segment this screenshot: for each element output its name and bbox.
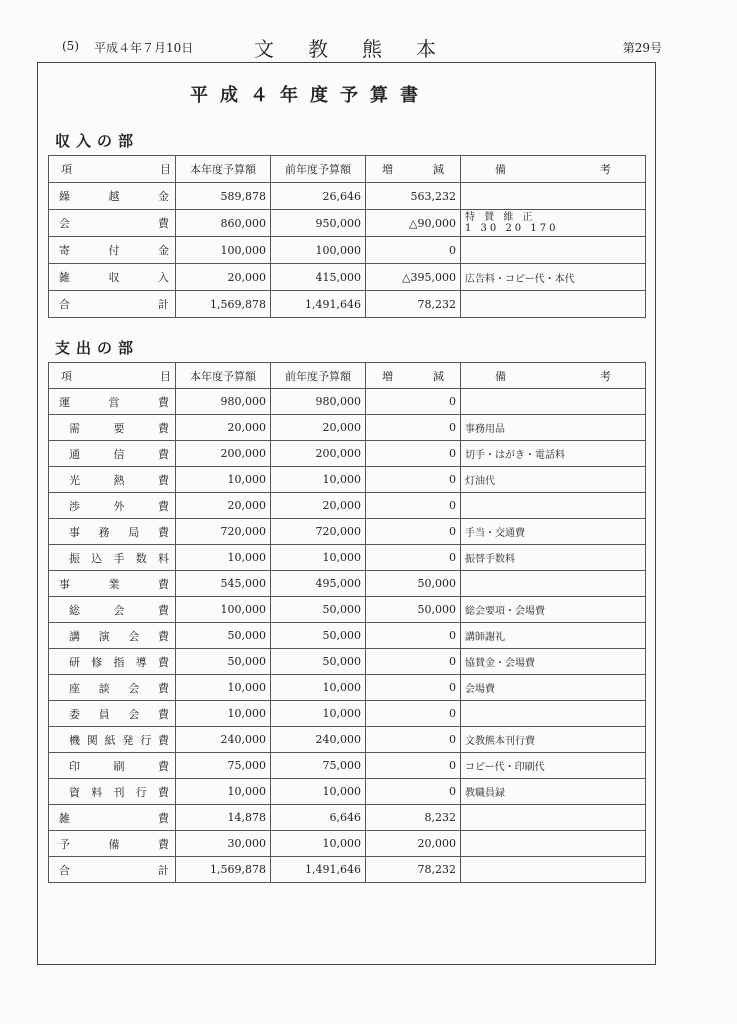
row-item: 光熱費 [49, 467, 176, 493]
row-diff: 563,232 [366, 183, 461, 210]
row-diff: 0 [366, 441, 461, 467]
row-diff: 0 [366, 519, 461, 545]
row-note [461, 701, 646, 727]
table-row [49, 183, 646, 210]
row-item: 委員会費 [49, 701, 176, 727]
row-previous: 26,646 [271, 183, 366, 210]
table-row [49, 415, 646, 441]
row-note-line1: 特 賛 維 正 [465, 212, 536, 223]
row-note [461, 210, 646, 237]
col-diff: 増 減 [366, 363, 461, 389]
row-note [461, 857, 646, 883]
table-row [49, 857, 646, 883]
col-item: 項 目 [49, 363, 176, 389]
row-diff: 0 [366, 649, 461, 675]
table-row [49, 701, 646, 727]
row-previous: 50,000 [271, 623, 366, 649]
row-note: 振替手数料 [461, 545, 646, 571]
row-note: 灯油代 [461, 467, 646, 493]
col-previous: 前年度予算額 [271, 363, 366, 389]
table-row [49, 389, 646, 415]
table-row [49, 623, 646, 649]
row-current: 10,000 [176, 675, 271, 701]
row-diff: 78,232 [366, 857, 461, 883]
row-previous: 10,000 [271, 675, 366, 701]
row-diff: 0 [366, 415, 461, 441]
row-previous: 10,000 [271, 545, 366, 571]
row-note [461, 389, 646, 415]
table-row [49, 210, 646, 237]
row-diff: 20,000 [366, 831, 461, 857]
row-diff: 78,232 [366, 291, 461, 318]
table-row [49, 493, 646, 519]
col-note: 備 考 [461, 363, 646, 389]
row-item: 事務局費 [49, 519, 176, 545]
row-item: 予備費 [49, 831, 176, 857]
table-row [49, 805, 646, 831]
row-note [461, 183, 646, 210]
row-item: 座談会費 [49, 675, 176, 701]
row-previous: 980,000 [271, 389, 366, 415]
col-note: 備 考 [461, 156, 646, 183]
row-item: 雑費 [49, 805, 176, 831]
row-item: 通信費 [49, 441, 176, 467]
table-row [49, 519, 646, 545]
col-diff: 増 減 [366, 156, 461, 183]
issue-no: 第29号 [622, 41, 662, 55]
row-current: 20,000 [176, 264, 271, 291]
row-note [461, 571, 646, 597]
income-section-title: 収入の部 [55, 132, 140, 150]
row-diff: 50,000 [366, 571, 461, 597]
row-current: 20,000 [176, 415, 271, 441]
row-note: 文教熊本刊行費 [461, 727, 646, 753]
row-note [461, 237, 646, 264]
table-row [49, 675, 646, 701]
page-header [62, 33, 662, 59]
row-note: 広告料・コピー代・本代 [461, 264, 646, 291]
row-current: 50,000 [176, 649, 271, 675]
row-item: 資料刊行費 [49, 779, 176, 805]
row-current: 720,000 [176, 519, 271, 545]
row-diff: 0 [366, 779, 461, 805]
row-diff: 0 [366, 467, 461, 493]
row-diff: 0 [366, 545, 461, 571]
row-previous: 1,491,646 [271, 291, 366, 318]
newsletter-title: 文教熊本 [254, 37, 470, 61]
row-diff: 0 [366, 389, 461, 415]
row-current: 10,000 [176, 545, 271, 571]
row-previous: 6,646 [271, 805, 366, 831]
row-previous: 20,000 [271, 415, 366, 441]
row-current: 14,878 [176, 805, 271, 831]
row-previous: 50,000 [271, 597, 366, 623]
row-note-line2: 1 30 20 170 [465, 223, 559, 234]
row-current: 100,000 [176, 597, 271, 623]
row-note: 会場費 [461, 675, 646, 701]
row-note [461, 805, 646, 831]
row-previous: 720,000 [271, 519, 366, 545]
col-item: 項 目 [49, 156, 176, 183]
row-item: 需要費 [49, 415, 176, 441]
income-table [48, 155, 646, 318]
row-diff: 0 [366, 701, 461, 727]
row-item: 事業費 [49, 571, 176, 597]
row-current: 30,000 [176, 831, 271, 857]
row-current: 200,000 [176, 441, 271, 467]
row-previous: 10,000 [271, 701, 366, 727]
row-note [461, 831, 646, 857]
row-current: 100,000 [176, 237, 271, 264]
col-current: 本年度予算額 [176, 363, 271, 389]
row-item: 機関紙発行費 [49, 727, 176, 753]
table-row [49, 727, 646, 753]
row-note: 総会要項・会場費 [461, 597, 646, 623]
row-previous: 20,000 [271, 493, 366, 519]
row-item: 渉外費 [49, 493, 176, 519]
row-item: 研修指導費 [49, 649, 176, 675]
row-current: 1,569,878 [176, 857, 271, 883]
row-diff: 0 [366, 675, 461, 701]
row-diff: 50,000 [366, 597, 461, 623]
row-note: 切手・はがき・電話料 [461, 441, 646, 467]
table-row [49, 264, 646, 291]
table-row [49, 237, 646, 264]
row-previous: 1,491,646 [271, 857, 366, 883]
row-diff: 0 [366, 493, 461, 519]
expense-table [48, 362, 646, 883]
row-note: 協賛金・会場費 [461, 649, 646, 675]
row-diff: 0 [366, 623, 461, 649]
table-row [49, 753, 646, 779]
issue-date: 平成４年７月10日 [94, 41, 194, 55]
row-current: 860,000 [176, 210, 271, 237]
row-previous: 10,000 [271, 831, 366, 857]
row-item: 合計 [49, 857, 176, 883]
table-row [49, 649, 646, 675]
row-diff: 0 [366, 753, 461, 779]
row-diff: 8,232 [366, 805, 461, 831]
row-item: 寄付金 [49, 237, 176, 264]
row-diff: 0 [366, 727, 461, 753]
document-title: 平成４年度予算書 [190, 85, 430, 106]
table-row [49, 831, 646, 857]
row-current: 10,000 [176, 779, 271, 805]
row-previous: 950,000 [271, 210, 366, 237]
table-row [49, 597, 646, 623]
row-current: 10,000 [176, 701, 271, 727]
row-previous: 50,000 [271, 649, 366, 675]
row-item: 繰越金 [49, 183, 176, 210]
table-row [49, 441, 646, 467]
row-note [461, 493, 646, 519]
row-item: 振込手数料 [49, 545, 176, 571]
row-current: 75,000 [176, 753, 271, 779]
row-item: 講演会費 [49, 623, 176, 649]
row-note: 事務用品 [461, 415, 646, 441]
row-current: 10,000 [176, 467, 271, 493]
row-note: 手当・交通費 [461, 519, 646, 545]
row-previous: 10,000 [271, 467, 366, 493]
row-note: 講師謝礼 [461, 623, 646, 649]
row-item: 合計 [49, 291, 176, 318]
table-header-row [49, 156, 646, 183]
col-previous: 前年度予算額 [271, 156, 366, 183]
row-current: 50,000 [176, 623, 271, 649]
row-previous: 100,000 [271, 237, 366, 264]
table-row [49, 467, 646, 493]
table-row [49, 545, 646, 571]
row-previous: 75,000 [271, 753, 366, 779]
row-note [461, 291, 646, 318]
issue-number: (5) [62, 39, 79, 53]
row-diff: △395,000 [366, 264, 461, 291]
row-diff: △90,000 [366, 210, 461, 237]
row-previous: 10,000 [271, 779, 366, 805]
expense-section-title: 支出の部 [55, 339, 140, 357]
row-item: 会費 [49, 210, 176, 237]
row-current: 20,000 [176, 493, 271, 519]
row-previous: 495,000 [271, 571, 366, 597]
row-note: コピー代・印刷代 [461, 753, 646, 779]
row-item: 印刷費 [49, 753, 176, 779]
table-row [49, 571, 646, 597]
col-current: 本年度予算額 [176, 156, 271, 183]
row-current: 589,878 [176, 183, 271, 210]
row-item: 運営費 [49, 389, 176, 415]
row-previous: 200,000 [271, 441, 366, 467]
row-item: 総会費 [49, 597, 176, 623]
row-current: 1,569,878 [176, 291, 271, 318]
row-diff: 0 [366, 237, 461, 264]
row-note: 教職員録 [461, 779, 646, 805]
row-current: 545,000 [176, 571, 271, 597]
row-previous: 415,000 [271, 264, 366, 291]
table-header-row [49, 363, 646, 389]
row-current: 240,000 [176, 727, 271, 753]
row-previous: 240,000 [271, 727, 366, 753]
row-item: 雑収入 [49, 264, 176, 291]
row-current: 980,000 [176, 389, 271, 415]
table-row [49, 779, 646, 805]
table-row [49, 291, 646, 318]
